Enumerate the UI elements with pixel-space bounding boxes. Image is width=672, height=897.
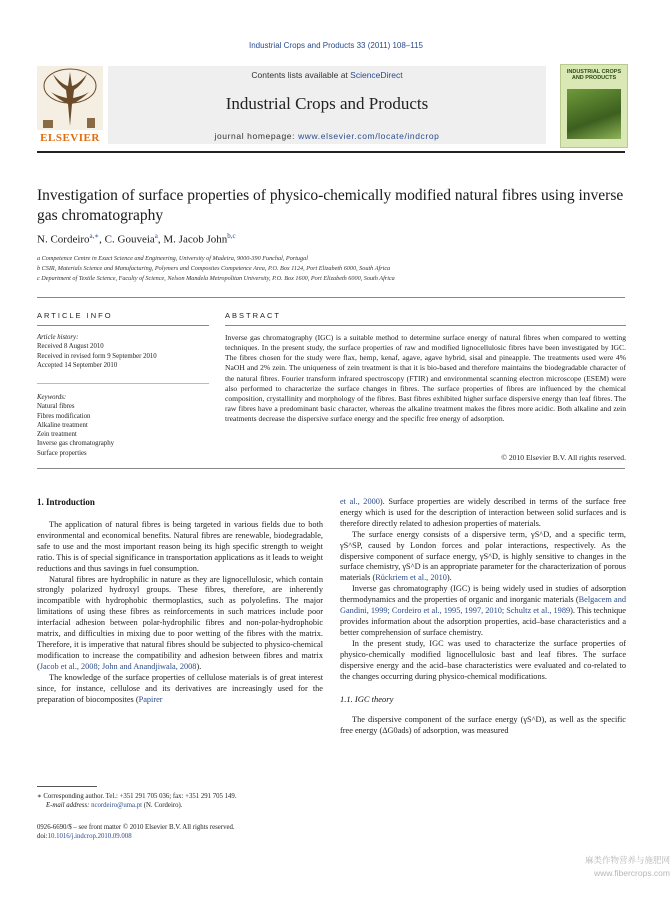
contents-prefix: Contents lists available at	[251, 70, 351, 80]
right-paragraph-1	[340, 497, 626, 530]
citation-link[interactable]: et al., 2000	[340, 497, 380, 506]
abstract-copyright: © 2010 Elsevier B.V. All rights reserved.	[501, 453, 626, 462]
paragraph-text: Natural fibres are hydrophilic in nature as they are lignocellulosic, which contain strongly polarized hydroxyl groups. These fibres, therefore, are inherently incompatible with hydrophobic thermoplastics, such as polyolefins. The major limitations of using these fibres as reinforcements in such matrices include poor interfacial adhesion between polar-hydrophilic fibres and non-polar-hydrophobic matrix, and difficulties in mixing due to poor wetting of the fibres with the matrix. Therefore, it is imperative that natural fibres should be subjected to physico-chemical modification to increase the compatibility and adhesion between fibres and matrix (	[37, 574, 323, 671]
header-rule	[37, 151, 625, 153]
citation-link[interactable]: Papirer	[138, 694, 163, 704]
abstract-text: Inverse gas chromatography (IGC) is a suitable method to determine surface energy of natural fibres when compared to wetting techniques. In the present study, the surface properties of raw and modified lignocellulosic fibres have been investigated by IGC. The fibres chosen for the study were flax, hemp, kenaf, agave, agave hybrid, sisal and pineapple. The treatments used were 4% NaOH and 2% zein. The uniqueness of zein treatment is that it is bio-based and therefore maintains the biodegradable character of the natural fibres. Fourier transform infrared spectroscopy (FTIR) and environmental scanning electron microscope (ESEM) were also performed to characterize the surface changes in fibres. The surface properties of fibres are influenced by the chemical composition, crystallinity and morphology of the fibres. Bast fibres exhibited higher surface dispersive energy than leaf fibres. The raw fibres have a predominant basic character, whereas the alkaline treatment makes the fibres more acidic. Both alkaline and zein treatments decrease the dispersive surface energy and the specific free energy of adsorption.	[225, 333, 626, 424]
sciencedirect-link[interactable]: ScienceDirect	[350, 70, 403, 80]
paragraph-text: The knowledge of the surface properties of cellulose materials is of great interest since, for instance, cellulose and its derivatives are increasingly used for the preparation of biocomposites (	[37, 672, 323, 704]
article-info-rule	[37, 325, 209, 326]
author-list: N. Cordeiro$^{a,∗}$, C. Gouveia$^a$, M. Jacob John$^{b,c}$	[37, 232, 236, 246]
corresponding-author-note	[37, 792, 237, 810]
affiliation-a: a Competence Centre in Exact Science and Engineering, University of Madeira, 9000-390 Funchal, Portugal	[37, 255, 308, 262]
paragraph-text: Inverse gas chromatography (IGC) is being widely used in studies of adsorption thermodynamics and the properties of organic and inorganic materials (	[340, 584, 626, 605]
keyword: Natural fibres	[37, 403, 75, 411]
history-revised: Received in revised form 9 September 2010	[37, 352, 157, 360]
issn-line: 0926-6690/$ – see front matter © 2010 Elsevier B.V. All rights reserved.	[37, 824, 235, 831]
igc-theory-heading: 1.1. IGC theory	[340, 694, 394, 705]
paragraph-text: ). This technique provides information about the adsorption properties, acid–base characteristics and a better comprehension of surface chemistry.	[340, 606, 626, 637]
journal-homepage	[108, 131, 546, 141]
affiliation-c: c Department of Textile Science, Faculty of Science, Nelson Mandela Metropolitan University, P.O. Box 1600, Port Elizabeth 6000, South Africa	[37, 275, 395, 282]
introduction-heading: 1. Introduction	[37, 497, 95, 507]
paper-title: Investigation of surface properties of physico-chemically modified natural fibres using inverse gas chromatography	[37, 187, 624, 224]
keyword-list	[37, 393, 114, 458]
keyword: Inverse gas chromatography	[37, 440, 115, 448]
affiliation-rule	[37, 297, 625, 298]
citation-link[interactable]: Belgacem and Gandini, 1999; Cordeiro et al., 1995, 1997, 2010; Schultz et al., 1989	[340, 595, 626, 616]
author-name[interactable]: M. Jacob John	[163, 233, 228, 246]
watermark-line-2: www.fibercrops.com	[593, 868, 670, 878]
journal-cover[interactable]	[560, 64, 628, 148]
contents-line	[108, 70, 546, 80]
doi-line	[37, 832, 235, 841]
keyword: Zein treatment	[37, 431, 77, 439]
author-affiliation-mark[interactable]: a	[154, 232, 158, 240]
email-line	[37, 801, 237, 810]
homepage-prefix: journal homepage:	[214, 131, 299, 141]
right-paragraph-4: In the present study, IGC was used to characterize the surface properties of physico-chemically modified lignocellulosic bast and leaf fibres. The surface dispersive energy and the acid–base characteristics were evaluated and co-related to the changes occurring during physico-chemical modifications.	[340, 638, 626, 681]
journal-reference[interactable]: Industrial Crops and Products 33 (2011) 108–115	[248, 41, 424, 50]
doi-link[interactable]: 10.1016/j.indcrop.2010.09.008	[47, 833, 132, 840]
history-accepted: Accepted 14 September 2010	[37, 361, 118, 369]
right-paragraph-5: The dispersive component of the surface energy (γS^D), as well as the specific free energy (ΔG0ads) of adsorption, was measured	[340, 715, 626, 736]
affiliation-b: b CSIR, Materials Science and Manufacturing, Polymers and Composites Competence Area, P.O. Box 1124, Port Elizabeth 6000, South Africa	[37, 265, 391, 272]
paragraph-text: The surface energy consists of a dispersive term, γS^D, and a specific term, γS^SP, caused by London forces and polar interactions, respectively. As the dispersive component of surface energy, γS^D, is highly sensitive to changes in the surface chemistry, γS^D is an appropriate parameter for the characterization of porous materials (	[340, 529, 626, 583]
keywords-rule	[37, 383, 209, 384]
right-paragraph-3	[340, 584, 626, 639]
homepage-link[interactable]: www.elsevier.com/locate/indcrop	[298, 131, 440, 141]
email-link[interactable]: ncordeiro@uma.pt	[91, 802, 143, 809]
keyword: Alkaline treatment	[37, 421, 88, 429]
abstract-bottom-rule	[37, 468, 625, 469]
right-column	[340, 497, 626, 737]
intro-paragraph-3	[37, 673, 323, 706]
keywords-label: Keywords:	[37, 394, 67, 401]
right-paragraph-2: The surface energy consists of a dispersive term, γS^D, and a specific term, γS^SP, caused by London forces and polar interactions, respectively. As the dispersive component of surface energy, γS^D, is highly sensitive to changes in the surface chemistry, γS^D is an appropriate parameter for the characterization of porous materials (Rückriem et al., 2010).	[340, 529, 626, 583]
intro-paragraph-2: Natural fibres are hydrophilic in nature as they are lignocellulosic, which contain strongly polarized hydroxyl groups. These fibres, therefore, are inherently incompatible with hydrophobic thermoplastics, such as polyolefins. The major limitations of using these fibres as reinforcements in such matrices include poor interfacial adhesion between polar-hydrophilic fibres and non-polar-hydrophobic matrix, and difficulties in mixing due to poor wetting of the fibres with the matrix. Therefore, it is imperative that natural fibres should be subjected to physico-chemical modification to increase the compatibility and adhesion between fibres and matrix (Jacob et al., 2008; John and Anandjiwala, 2008).	[37, 574, 323, 671]
email-label: E-mail address:	[46, 802, 92, 809]
site-watermark	[520, 854, 670, 880]
article-identifiers	[37, 823, 235, 841]
cover-title: INDUSTRIAL CROPS AND PRODUCTS	[566, 69, 622, 81]
left-column	[37, 520, 323, 705]
watermark-line-1: 麻类作物营养与施肥网	[584, 855, 670, 865]
abstract-rule	[225, 325, 626, 326]
author-affiliation-mark[interactable]: b,c	[227, 232, 236, 240]
elsevier-wordmark: ELSEVIER	[40, 132, 100, 144]
journal-title: Industrial Crops and Products	[225, 94, 429, 113]
doi-label: doi:	[37, 833, 48, 840]
author-affiliation-mark[interactable]: a,∗	[89, 232, 100, 240]
keyword: Fibres modification	[37, 412, 91, 420]
article-history	[37, 333, 157, 370]
footnote-rule	[37, 786, 97, 787]
citation-link[interactable]: Jacob et al., 2008; John and Anandjiwala, 2008	[39, 661, 197, 671]
author-name[interactable]: N. Cordeiro	[37, 233, 90, 246]
paragraph-text: ). Surface properties are widely described in terms of the surface free energy which is used for the description of interaction between solid surfaces and is therefore directly related to adhesion properties of materials.	[340, 497, 626, 528]
corresponding-author: ∗ Corresponding author. Tel.: +351 291 705 036; fax: +351 291 705 149.	[37, 793, 237, 800]
abstract-heading: ABSTRACT	[225, 311, 282, 320]
intro-paragraph-1: The application of natural fibres is being targeted in various fields due to both environmental and economical benefits. Natural fibres are renewable, biodegradable, safe to use and the most important reason being its high specific strength to weight ratio. This is of special significance in transportation applications as it leads to weight reductions and thus savings in fuel consumption.	[37, 520, 323, 573]
keyword: Surface properties	[37, 449, 87, 457]
citation-link[interactable]: Rückriem et al., 2010	[375, 573, 447, 583]
cover-image	[567, 89, 621, 139]
article-info-heading: ARTICLE INFO	[37, 311, 113, 320]
email-suffix: (N. Cordeiro).	[142, 802, 183, 809]
history-received: Received 8 August 2010	[37, 343, 104, 351]
author-name[interactable]: C. Gouveia	[104, 233, 155, 246]
history-label: Article history:	[37, 334, 79, 341]
